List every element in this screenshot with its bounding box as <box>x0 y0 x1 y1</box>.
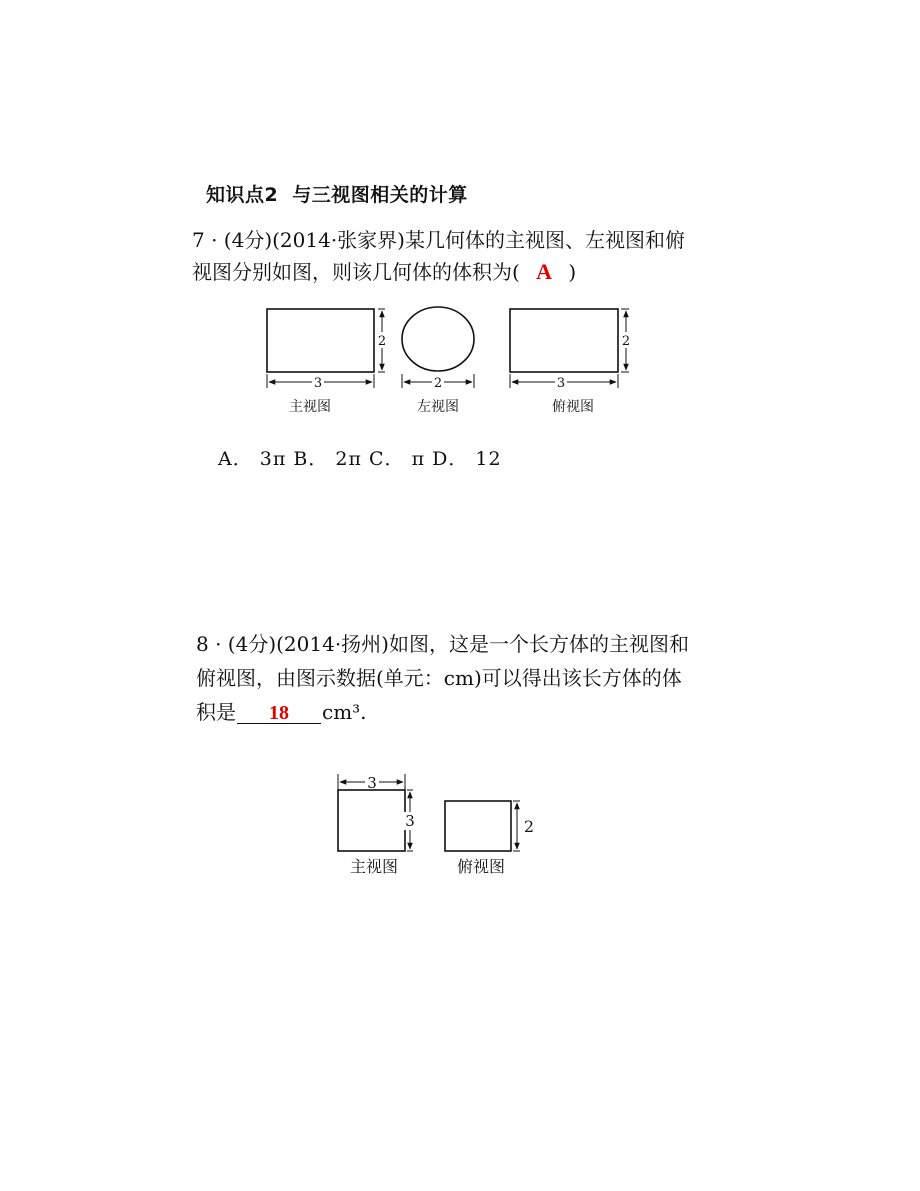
q7-left-diameter-label: 2 <box>433 376 443 391</box>
section-title: 与三视图相关的计算 <box>292 184 468 206</box>
section-heading <box>206 180 468 207</box>
q7-front-width-label: 3 <box>313 376 323 391</box>
q8-front-width-label: 3 <box>367 774 377 792</box>
q8-line3-suffix: cm³. <box>322 700 367 724</box>
q8-front-height-label: 3 <box>405 812 415 830</box>
q8-answer: 18 <box>269 702 289 724</box>
q8-line3-prefix: 积是 <box>196 700 236 724</box>
q8-front-caption: 主视图 <box>349 857 399 876</box>
q7-front-view <box>267 309 387 415</box>
q8-top-view <box>445 801 534 876</box>
q7-choices: A． 3π B． 2π C． π D． 12 <box>218 448 502 470</box>
q7-line2 <box>192 256 576 285</box>
q8-front-view <box>338 774 416 876</box>
q8-line1: 8 · (4分)(2014·扬州)如图，这是一个长方体的主视图和 <box>196 632 689 656</box>
q7-top-rect <box>510 309 618 372</box>
q7-left-caption: 左视图 <box>417 399 459 415</box>
q8-top-height-label: 2 <box>523 817 535 836</box>
q7-front-rect <box>267 309 374 372</box>
q7-top-height-label: 2 <box>621 334 631 349</box>
q7-top-width-label: 3 <box>556 376 566 391</box>
q7-top-view <box>510 309 631 415</box>
q7-line2-suffix: ) <box>568 260 577 284</box>
q8-answer-blank <box>237 702 321 724</box>
q8-two-view-figure <box>325 768 545 880</box>
q8-top-caption: 俯视图 <box>456 857 506 876</box>
q7-left-circle <box>402 307 474 371</box>
q8-line3 <box>196 696 367 725</box>
q7-answer: A <box>536 259 553 284</box>
q8-top-rect <box>445 801 511 851</box>
q8-line2: 俯视图，由图示数据(单元：cm)可以得出该长方体的体 <box>196 666 682 690</box>
section-label: 知识点2 <box>206 184 279 206</box>
q7-front-height-label: 2 <box>377 334 387 349</box>
q7-line1: 7 · (4分)(2014·张家界)某几何体的主视图、左视图和俯 <box>192 228 685 252</box>
q7-left-view <box>402 307 474 415</box>
q7-top-caption: 俯视图 <box>552 399 594 415</box>
q7-line2-prefix: 视图分别如图，则该几何体的体积为( <box>192 260 520 284</box>
q7-front-caption: 主视图 <box>289 399 331 415</box>
q7-three-view-figure <box>255 300 655 425</box>
q8-front-rect <box>338 790 405 851</box>
